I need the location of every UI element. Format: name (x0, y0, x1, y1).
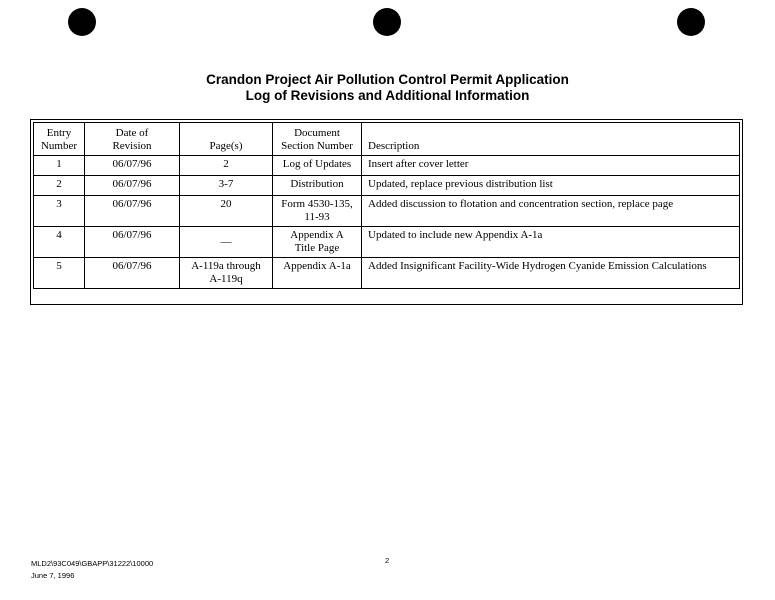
binder-hole-left (68, 8, 96, 36)
cell-entry: 1 (34, 156, 85, 176)
cell-description: Added discussion to flotation and concentration section, replace page (362, 196, 740, 227)
page-number: 2 (385, 556, 390, 565)
title-line-1: Crandon Project Air Pollution Control Permit Application (206, 72, 569, 87)
cell-entry: 5 (34, 258, 85, 289)
revision-log-table (33, 122, 740, 289)
cell-entry: 3 (34, 196, 85, 227)
table-row (34, 258, 740, 289)
footer-date: June 7, 1996 (31, 571, 75, 580)
cell-date: 06/07/96 (85, 258, 180, 289)
header-pages: Page(s) (180, 123, 273, 156)
cell-section: Log of Updates (273, 156, 362, 176)
footer-path: MLD2\93C049\GBAPP\31222\10000 (31, 559, 154, 568)
document-title (0, 72, 775, 104)
cell-entry: 2 (34, 176, 85, 196)
cell-pages: 2 (180, 156, 273, 176)
cell-pages: — (180, 227, 273, 258)
cell-description: Insert after cover letter (362, 156, 740, 176)
header-description: Description (362, 123, 740, 156)
cell-date: 06/07/96 (85, 196, 180, 227)
table-row (34, 227, 740, 258)
cell-description: Updated, replace previous distribution list (362, 176, 740, 196)
cell-date: 06/07/96 (85, 227, 180, 258)
title-line-2: Log of Revisions and Additional Information (245, 88, 530, 103)
cell-section: Appendix A-1a (273, 258, 362, 289)
cell-section: Form 4530-135, 11-93 (273, 196, 362, 227)
cell-pages: 3-7 (180, 176, 273, 196)
header-entry-number: Entry Number (34, 123, 85, 156)
cell-pages: A-119a through A-119q (180, 258, 273, 289)
cell-date: 06/07/96 (85, 176, 180, 196)
cell-section: Appendix A Title Page (273, 227, 362, 258)
cell-entry: 4 (34, 227, 85, 258)
cell-description: Updated to include new Appendix A-1a (362, 227, 740, 258)
table-header-row (34, 123, 740, 156)
table-row (34, 176, 740, 196)
binder-hole-center (373, 8, 401, 36)
cell-section: Distribution (273, 176, 362, 196)
table-row (34, 196, 740, 227)
cell-description: Added Insignificant Facility-Wide Hydrogen Cyanide Emission Calculations (362, 258, 740, 289)
header-date-of-revision: Date of Revision (85, 123, 180, 156)
footer (31, 558, 153, 582)
binder-hole-right (677, 8, 705, 36)
table-row (34, 156, 740, 176)
cell-pages: 20 (180, 196, 273, 227)
cell-date: 06/07/96 (85, 156, 180, 176)
header-section-number: Document Section Number (273, 123, 362, 156)
